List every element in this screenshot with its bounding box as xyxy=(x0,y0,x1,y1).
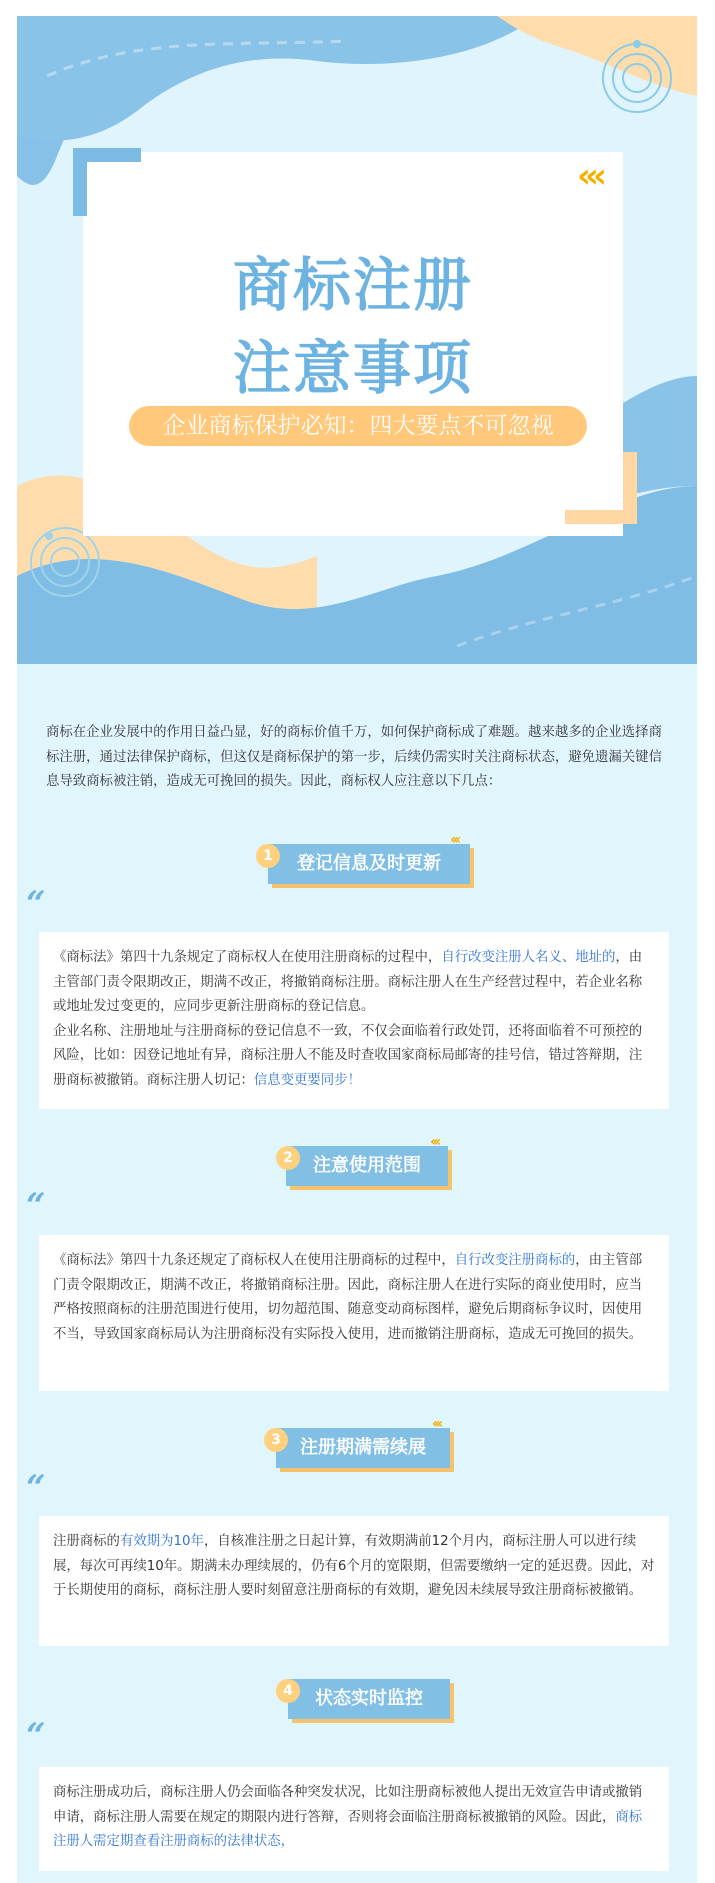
section-number-badge: 2 xyxy=(276,1146,300,1170)
text: ，自核准注册之日起计算，有效期满前12个月内，商标注册人可以进行续展，每次可再续10年。期满未办理续展的，仍有6个月的宽限期，但需要缴纳一定的延迟费。因此，对于长期使用的商标，商标注册人要时刻留意注册商标的有效期，避免因未续展导致注册商标被撤销。 xyxy=(53,1534,655,1598)
section-3-heading xyxy=(250,1416,480,1468)
section-number-badge: 4 xyxy=(276,1679,300,1703)
corner-bracket-orange xyxy=(565,452,637,524)
section-4-heading xyxy=(262,1679,472,1719)
hero-title-line1: 商标注册 xyxy=(232,251,473,319)
highlight-text: 有效期为10年 xyxy=(119,1534,204,1549)
section-1-paragraph-2 xyxy=(53,1020,655,1094)
section-heading-label: 状态实时监控 xyxy=(288,1679,450,1719)
section-3-paragraph xyxy=(53,1530,655,1604)
highlight-text: 自行改变注册商标的 xyxy=(454,1253,576,1268)
quote-mark-icon: “ xyxy=(26,1716,46,1756)
hero-title-line2: 注意事项 xyxy=(232,334,473,402)
text: 企业名称、注册地址与注册商标的登记信息不一致，不仅会面临着行政处罚，还将面临着不可预控的风险，比如：因登记地址有异，商标注册人不能及时查收国家商标局邮寄的挂号信，错过答辩期，注册商标被撤销。商标注册人切记： xyxy=(53,1023,643,1088)
hero-banner xyxy=(17,16,697,664)
section-1-heading xyxy=(242,832,482,884)
corner-bracket-blue xyxy=(73,148,141,216)
text: 《商标法》第四十九条还规定了商标权人在使用注册商标的过程中， xyxy=(53,1253,455,1268)
text: 《商标法》第四十九条规定了商标权人在使用注册商标的过程中， xyxy=(53,950,442,965)
section-4-paragraph xyxy=(53,1781,655,1855)
section-2-paragraph xyxy=(53,1249,655,1347)
text: 注册商标的 xyxy=(53,1534,120,1549)
section-2-heading xyxy=(262,1134,472,1186)
chevron-left-icon: ‹‹‹ xyxy=(577,156,602,196)
chevron-left-icon: ‹‹‹ xyxy=(432,1416,441,1432)
section-number-badge: 1 xyxy=(256,844,280,868)
quote-mark-icon: “ xyxy=(26,884,46,924)
page xyxy=(17,16,697,1883)
text: ，由主管部门责令限期改正，期满不改正，将撤销商标注册。商标注册人在生产经营过程中，若企业名称或地址发过变更的，应同步更新注册商标的登记信息。 xyxy=(53,950,643,1014)
section-2-content xyxy=(39,1235,669,1391)
section-heading-label: 注册期满需续展 xyxy=(276,1428,450,1468)
section-1-paragraph-1 xyxy=(53,946,655,1020)
quote-mark-icon: “ xyxy=(26,1468,46,1508)
section-heading-label: 注意使用范围 xyxy=(286,1146,448,1186)
section-4-content xyxy=(39,1767,669,1871)
section-1-content xyxy=(39,932,669,1109)
quote-mark-icon: “ xyxy=(26,1186,46,1226)
text: ，由主管部门责令限期改正，期满不改正，将撤销商标注册。因此，商标注册人在进行实际的商业使用时，应当严格按照商标的注册范围进行使用，切勿超范围、随意变动商标图样，避免后期商标争议时，因使用不当，导致国家商标局认为注册商标没有实际投入使用，进而撤销注册商标，造成无可挽回的损失。 xyxy=(53,1253,643,1342)
highlight-text: 自行改变注册人名义、地址的 xyxy=(441,950,616,965)
text: 商标注册成功后，商标注册人仍会面临各种突发状况，比如注册商标被他人提出无效宣告申请或撤销申请，商标注册人需要在规定的期限内进行答辩，否则将会面临注册商标被撤销的风险。因此， xyxy=(53,1785,643,1825)
section-number-badge: 3 xyxy=(264,1428,288,1452)
chevron-left-icon: ‹‹‹ xyxy=(450,832,459,848)
section-3-content xyxy=(39,1516,669,1646)
chevron-left-icon: ‹‹‹ xyxy=(430,1134,439,1150)
hero-subtitle: 企业商标保护必知：四大要点不可忽视 xyxy=(129,406,587,446)
section-heading-label: 登记信息及时更新 xyxy=(268,844,470,884)
highlight-text: 商标注册人需定期查看注册商标的法律状态， xyxy=(53,1809,643,1849)
highlight-text: 信息变更要同步！ xyxy=(253,1072,361,1088)
intro-paragraph: 商标在企业发展中的作用日益凸显，好的商标价值千万，如何保护商标成了难题。越来越多的企业选择商标注册，通过法律保护商标，但这仅是商标保护的第一步，后续仍需实时关注商标状态，避免遗漏关键信息导致商标被注销，造成无可挽回的损失。因此，商标权人应注意以下几点： xyxy=(46,725,662,789)
